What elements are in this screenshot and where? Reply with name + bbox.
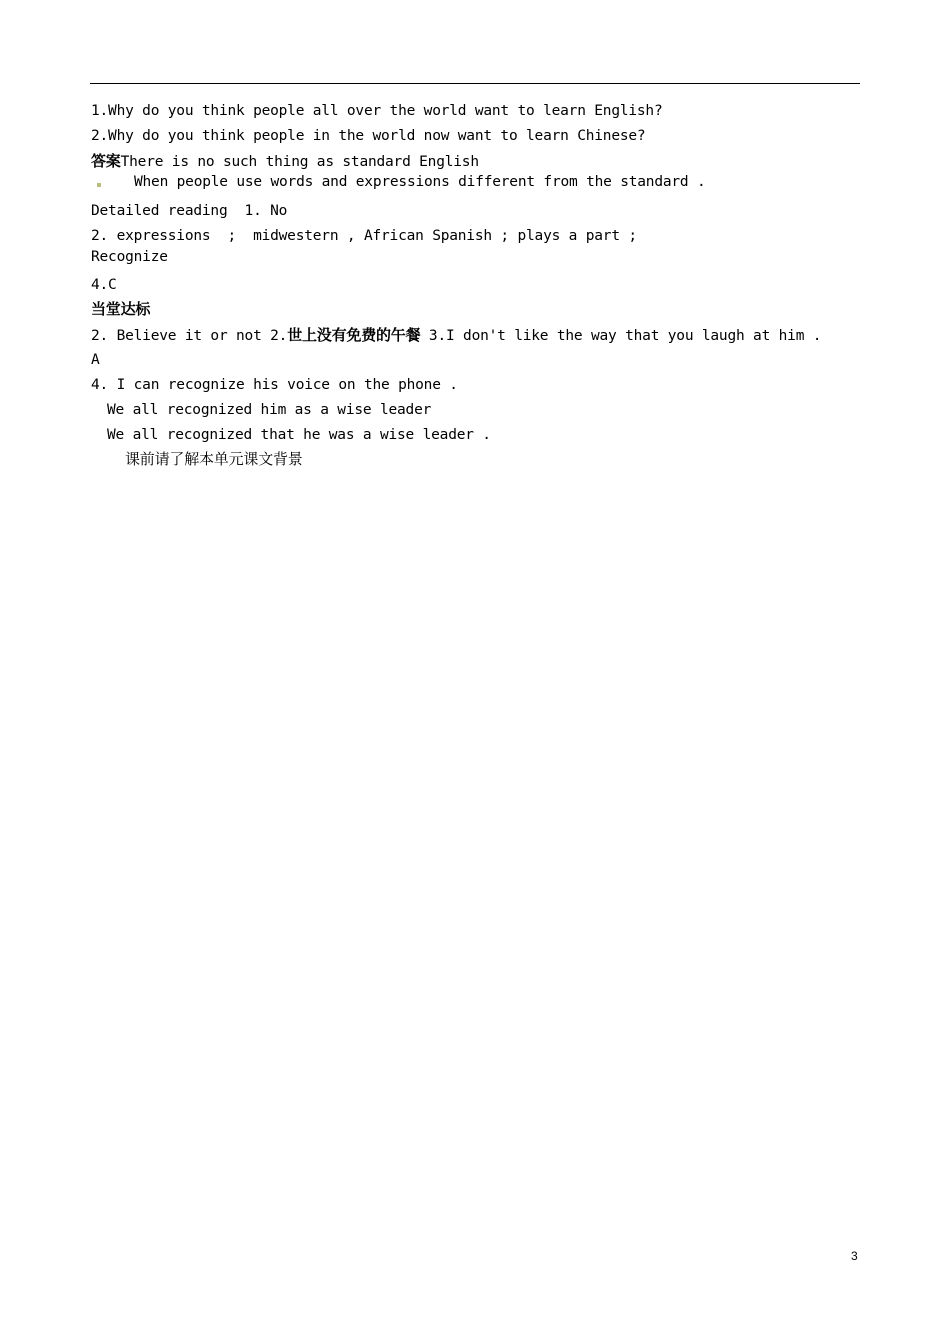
artifact-dot — [97, 183, 101, 187]
answer-line-2: When people use words and expressions different from the standard . — [134, 174, 706, 190]
answer-text-1: There is no such thing as standard English — [120, 154, 479, 170]
exercise-chinese-text: 世上没有免费的午餐 — [287, 326, 421, 344]
exercise-line-2 — [91, 326, 821, 345]
exercise-line-4: 4. I can recognize his voice on the phone . — [91, 377, 458, 393]
header-rule — [90, 83, 860, 84]
detailed-item-2: 2. expressions ; midwestern , African Spanish ; plays a part ; — [91, 228, 637, 244]
section-heading: 当堂达标 — [91, 300, 151, 318]
page-number: 3 — [851, 1249, 858, 1263]
detailed-item-4: 4.C — [91, 277, 117, 293]
answer-label: 答案 — [91, 152, 121, 170]
question-2: 2.Why do you think people in the world now want to learn Chinese? — [91, 128, 646, 144]
question-1: 1.Why do you think people all over the world want to learn English? — [91, 103, 663, 119]
exercise-text-b: 3.I don't like the way that you laugh at him . — [420, 328, 822, 344]
detailed-reading-line: Detailed reading 1. No — [91, 203, 288, 219]
example-sentence-2: We all recognized that he was a wise leader . — [107, 427, 491, 443]
exercise-text-a: 2. Believe it or not 2. — [91, 328, 288, 344]
detailed-item-3: Recognize — [91, 249, 168, 265]
answer-a: A — [91, 352, 100, 368]
answer-line-1 — [91, 152, 479, 171]
example-sentence-1: We all recognized him as a wise leader — [107, 402, 432, 418]
preview-note: 课前请了解本单元课文背景 — [125, 450, 303, 468]
